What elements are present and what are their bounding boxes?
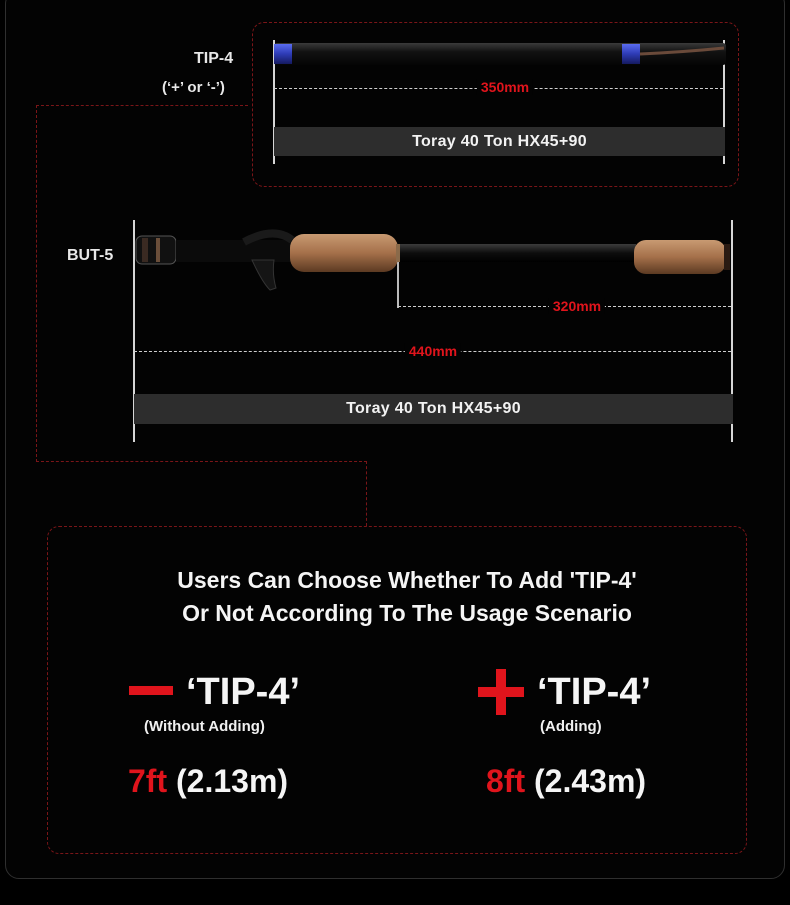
tip-spec-bar: Toray 40 Ton HX45+90 — [274, 127, 725, 156]
connector-line-bottom — [36, 461, 367, 462]
with-length-m: (2.43m) — [534, 763, 647, 799]
with-length-ft: 8ft — [486, 763, 526, 799]
butt-rod-image — [134, 222, 734, 297]
with-option-name: ‘TIP-4’ — [537, 671, 652, 713]
minus-icon — [129, 686, 173, 695]
connector-line-vertical — [36, 105, 37, 462]
without-option-length — [128, 763, 288, 800]
butt-section-name: BUT-5 — [67, 247, 114, 264]
with-option-note: (Adding) — [540, 718, 602, 735]
usage-title-line1: Users Can Choose Whether To Add 'TIP-4' — [177, 567, 637, 593]
with-option-length — [486, 763, 646, 800]
tip-rod-image — [274, 40, 729, 70]
plus-icon — [478, 669, 524, 715]
without-option-note: (Without Adding) — [144, 718, 265, 735]
without-length-m: (2.13m) — [176, 763, 289, 799]
butt-spec-bar: Toray 40 Ton HX45+90 — [134, 394, 733, 424]
usage-title-line2: Or Not According To The Usage Scenario — [182, 600, 632, 626]
tip-section-name: TIP-4 — [194, 50, 234, 67]
without-option-name: ‘TIP-4’ — [186, 671, 301, 713]
total-length-label: 440mm — [405, 343, 461, 359]
tip-section-note: (‘+’ or ‘-’) — [162, 79, 225, 96]
connector-line — [36, 105, 248, 106]
tip-length-label: 350mm — [477, 79, 533, 95]
connector-line-down — [366, 461, 367, 526]
grip-length-label: 320mm — [549, 298, 605, 314]
without-length-ft: 7ft — [128, 763, 168, 799]
